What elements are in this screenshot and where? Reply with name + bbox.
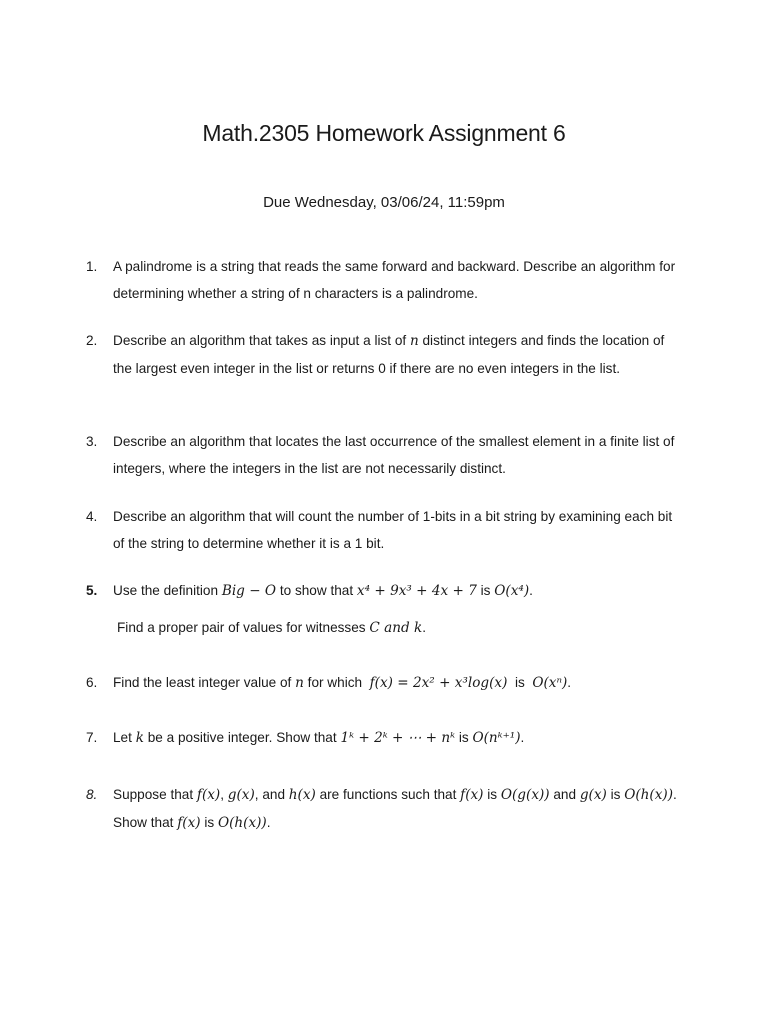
problem-4 [86, 503, 686, 557]
page-title: Math.2305 Homework Assignment 6 [202, 120, 566, 146]
math-sum: 1ᵏ + 2ᵏ + ⋯ + nᵏ [340, 730, 456, 746]
problem-number: 1. [86, 259, 98, 274]
problem-number: 2. [86, 333, 98, 348]
problem-text: Suppose that f(x), g(x), and h(x) are functions such that f(x) is O(g(x)) and g(x) is O(h(x)). Show that f(x) is O(h(x)). [113, 787, 677, 831]
problem-number: 7. [86, 730, 98, 745]
problem-text: Let k be a positive integer. Show that 1ᵏ + 2ᵏ + ⋯ + nᵏ is O(nᵏ⁺¹). [113, 730, 525, 746]
problem-number: 8. [86, 787, 98, 802]
problem-7 [86, 724, 686, 752]
math-bigo: Big − O [221, 583, 277, 599]
problem-text: A palindrome is a string that reads the same forward and backward. Describe an algorithm for determining whether a string of n characters is a palindrome. [113, 259, 676, 301]
math-k: k [135, 730, 144, 746]
problem-number: 6. [86, 675, 98, 690]
due-date: Due Wednesday, 03/06/24, 11:59pm [263, 194, 505, 211]
problem-number: 5. [86, 583, 98, 598]
math-function: f(x) = 2x² + x³log(x) [369, 675, 508, 691]
problem-1 [86, 253, 686, 307]
problem-text: Describe an algorithm that takes as input a list of n distinct integers and finds the location of the largest even integer in the list or returns 0 if there are no even integers in the list. [113, 333, 665, 376]
problem-8 [86, 781, 686, 837]
problem-5 [86, 577, 686, 642]
problem-text: Find the least integer value of n for which f(x) = 2x² + x³log(x) is O(xⁿ). [113, 675, 572, 691]
math-n: n [295, 675, 304, 691]
problem-text: Use the definition Big − O to show that x⁴ + 9x³ + 4x + 7 is O(x⁴). [113, 583, 533, 599]
problem-text: Describe an algorithm that locates the last occurrence of the smallest element in a finite list of integers, where the integers in the list are not necessarily distinct. [113, 434, 675, 476]
math-n: n [409, 333, 419, 349]
math-polynomial: x⁴ + 9x³ + 4x + 7 [356, 583, 477, 599]
problem-number: 3. [86, 434, 98, 449]
problem-6 [86, 669, 686, 697]
problem-number: 4. [86, 509, 98, 524]
problem-5-witness-line: Find a proper pair of values for witnesses C and k. [117, 620, 426, 636]
problem-3 [86, 428, 686, 482]
math-big-o: O(nᵏ⁺¹) [472, 730, 521, 746]
math-big-o: O(xⁿ) [532, 675, 568, 691]
math-big-o: O(x⁴) [494, 583, 530, 599]
problem-2 [86, 327, 686, 382]
math-witnesses: C and k [369, 620, 423, 636]
problem-text: Describe an algorithm that will count the number of 1-bits in a bit string by examining each bit of the string to determine whether it is a 1 bit. [113, 509, 673, 551]
